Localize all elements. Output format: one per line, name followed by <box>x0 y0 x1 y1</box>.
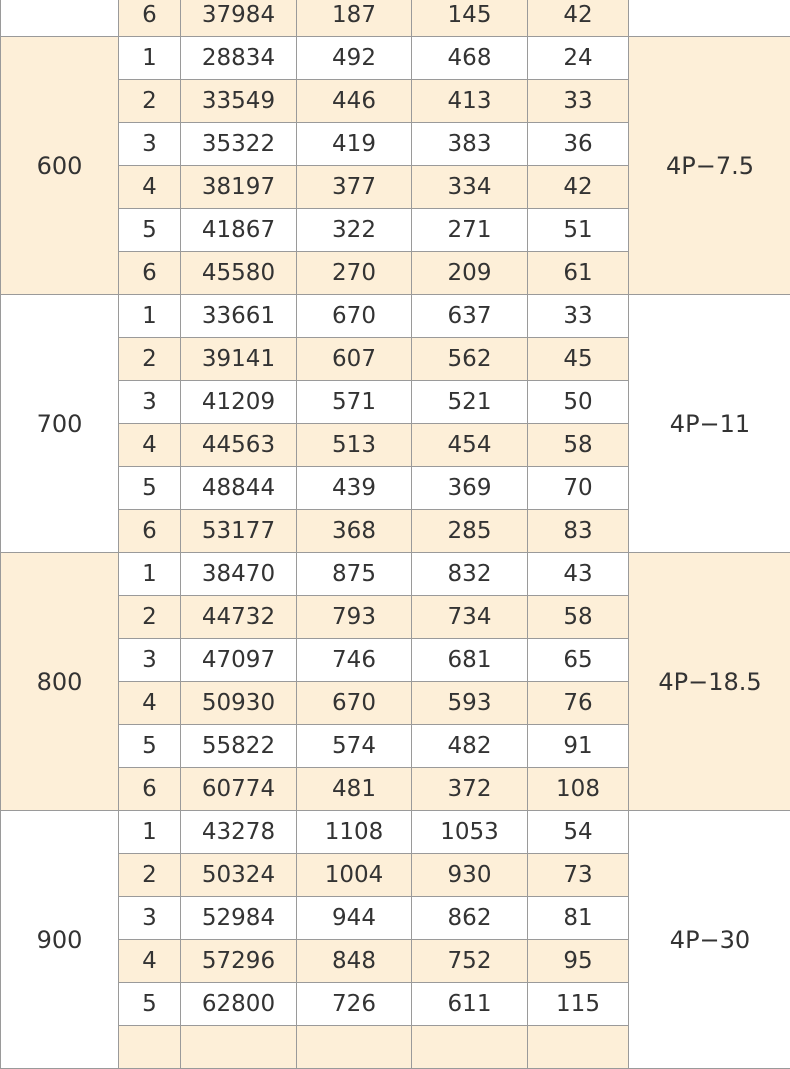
value-cell-3: 413 <box>412 80 528 123</box>
value-cell-4 <box>528 1026 629 1069</box>
value-cell-1: 62800 <box>181 983 297 1026</box>
value-cell-2: 446 <box>297 80 412 123</box>
row-number-cell: 4 <box>119 424 181 467</box>
value-cell-2: 574 <box>297 725 412 768</box>
value-cell-2: 726 <box>297 983 412 1026</box>
value-cell-3: 734 <box>412 596 528 639</box>
value-cell-3: 637 <box>412 295 528 338</box>
value-cell-4: 54 <box>528 811 629 854</box>
row-number-cell: 2 <box>119 596 181 639</box>
model-cell: 4P−18.5 <box>629 553 790 811</box>
size-cell: 600 <box>1 37 119 295</box>
value-cell-4: 36 <box>528 123 629 166</box>
value-cell-4: 58 <box>528 596 629 639</box>
value-cell-4: 42 <box>528 166 629 209</box>
row-number-cell: 5 <box>119 209 181 252</box>
size-cell: 700 <box>1 295 119 553</box>
value-cell-4: 70 <box>528 467 629 510</box>
value-cell-1: 60774 <box>181 768 297 811</box>
value-cell-4: 95 <box>528 940 629 983</box>
value-cell-2: 571 <box>297 381 412 424</box>
value-cell-3: 271 <box>412 209 528 252</box>
value-cell-2: 875 <box>297 553 412 596</box>
value-cell-2: 270 <box>297 252 412 295</box>
value-cell-1: 33549 <box>181 80 297 123</box>
value-cell-3: 468 <box>412 37 528 80</box>
row-number-cell: 5 <box>119 467 181 510</box>
row-number-cell: 1 <box>119 811 181 854</box>
value-cell-2: 368 <box>297 510 412 553</box>
value-cell-1: 50324 <box>181 854 297 897</box>
table-row <box>1 37 790 80</box>
value-cell-2: 1004 <box>297 854 412 897</box>
row-number-cell: 2 <box>119 338 181 381</box>
value-cell-3: 681 <box>412 639 528 682</box>
value-cell-2: 419 <box>297 123 412 166</box>
row-number-cell: 1 <box>119 553 181 596</box>
value-cell-1: 47097 <box>181 639 297 682</box>
row-number-cell: 3 <box>119 381 181 424</box>
value-cell-4: 43 <box>528 553 629 596</box>
row-number-cell: 2 <box>119 80 181 123</box>
value-cell-1: 37984 <box>181 0 297 37</box>
value-cell-1: 39141 <box>181 338 297 381</box>
value-cell-2: 746 <box>297 639 412 682</box>
value-cell-2: 377 <box>297 166 412 209</box>
value-cell-2: 607 <box>297 338 412 381</box>
value-cell-4: 58 <box>528 424 629 467</box>
value-cell-4: 51 <box>528 209 629 252</box>
value-cell-3: 454 <box>412 424 528 467</box>
model-cell <box>629 0 790 37</box>
value-cell-4: 50 <box>528 381 629 424</box>
value-cell-3: 752 <box>412 940 528 983</box>
value-cell-1: 38470 <box>181 553 297 596</box>
value-cell-4: 76 <box>528 682 629 725</box>
value-cell-2: 439 <box>297 467 412 510</box>
value-cell-4: 61 <box>528 252 629 295</box>
value-cell-2: 513 <box>297 424 412 467</box>
value-cell-1: 43278 <box>181 811 297 854</box>
value-cell-3: 611 <box>412 983 528 1026</box>
value-cell-1: 50930 <box>181 682 297 725</box>
value-cell-2: 1108 <box>297 811 412 854</box>
value-cell-1: 35322 <box>181 123 297 166</box>
value-cell-4: 73 <box>528 854 629 897</box>
value-cell-1: 33661 <box>181 295 297 338</box>
row-number-cell: 3 <box>119 639 181 682</box>
value-cell-1: 44732 <box>181 596 297 639</box>
row-number-cell: 6 <box>119 0 181 37</box>
value-cell-1: 53177 <box>181 510 297 553</box>
value-cell-1: 45580 <box>181 252 297 295</box>
row-number-cell: 4 <box>119 940 181 983</box>
row-number-cell: 4 <box>119 682 181 725</box>
value-cell-3: 372 <box>412 768 528 811</box>
value-cell-2 <box>297 1026 412 1069</box>
row-number-cell: 6 <box>119 768 181 811</box>
row-number-cell: 4 <box>119 166 181 209</box>
row-number-cell: 6 <box>119 252 181 295</box>
model-cell: 4P−30 <box>629 811 790 1069</box>
value-cell-4: 65 <box>528 639 629 682</box>
value-cell-3: 145 <box>412 0 528 37</box>
value-cell-3: 930 <box>412 854 528 897</box>
value-cell-2: 481 <box>297 768 412 811</box>
value-cell-1: 41209 <box>181 381 297 424</box>
value-cell-2: 944 <box>297 897 412 940</box>
value-cell-1: 44563 <box>181 424 297 467</box>
value-cell-3: 832 <box>412 553 528 596</box>
value-cell-2: 670 <box>297 682 412 725</box>
size-cell: 900 <box>1 811 119 1069</box>
value-cell-1: 38197 <box>181 166 297 209</box>
value-cell-2: 187 <box>297 0 412 37</box>
table-row <box>1 295 790 338</box>
model-cell: 4P−11 <box>629 295 790 553</box>
table-row <box>1 553 790 596</box>
value-cell-4: 83 <box>528 510 629 553</box>
value-cell-3: 209 <box>412 252 528 295</box>
value-cell-3 <box>412 1026 528 1069</box>
row-number-cell: 5 <box>119 725 181 768</box>
value-cell-4: 81 <box>528 897 629 940</box>
value-cell-4: 24 <box>528 37 629 80</box>
value-cell-3: 334 <box>412 166 528 209</box>
size-cell: 800 <box>1 553 119 811</box>
value-cell-2: 670 <box>297 295 412 338</box>
value-cell-3: 593 <box>412 682 528 725</box>
value-cell-2: 848 <box>297 940 412 983</box>
value-cell-3: 862 <box>412 897 528 940</box>
value-cell-3: 285 <box>412 510 528 553</box>
row-number-cell: 1 <box>119 37 181 80</box>
row-number-cell <box>119 1026 181 1069</box>
value-cell-4: 33 <box>528 295 629 338</box>
value-cell-2: 322 <box>297 209 412 252</box>
value-cell-1: 48844 <box>181 467 297 510</box>
row-number-cell: 6 <box>119 510 181 553</box>
row-number-cell: 1 <box>119 295 181 338</box>
value-cell-3: 482 <box>412 725 528 768</box>
value-cell-1: 52984 <box>181 897 297 940</box>
table-row <box>1 0 790 37</box>
value-cell-4: 45 <box>528 338 629 381</box>
value-cell-1: 55822 <box>181 725 297 768</box>
size-cell <box>1 0 119 37</box>
table-row <box>1 811 790 854</box>
value-cell-4: 33 <box>528 80 629 123</box>
value-cell-1 <box>181 1026 297 1069</box>
value-cell-2: 492 <box>297 37 412 80</box>
row-number-cell: 3 <box>119 123 181 166</box>
row-number-cell: 2 <box>119 854 181 897</box>
value-cell-3: 369 <box>412 467 528 510</box>
value-cell-4: 115 <box>528 983 629 1026</box>
row-number-cell: 5 <box>119 983 181 1026</box>
value-cell-4: 91 <box>528 725 629 768</box>
value-cell-1: 41867 <box>181 209 297 252</box>
value-cell-3: 562 <box>412 338 528 381</box>
value-cell-1: 28834 <box>181 37 297 80</box>
value-cell-2: 793 <box>297 596 412 639</box>
value-cell-3: 521 <box>412 381 528 424</box>
value-cell-1: 57296 <box>181 940 297 983</box>
value-cell-3: 1053 <box>412 811 528 854</box>
model-cell: 4P−7.5 <box>629 37 790 295</box>
value-cell-4: 108 <box>528 768 629 811</box>
row-number-cell: 3 <box>119 897 181 940</box>
value-cell-4: 42 <box>528 0 629 37</box>
value-cell-3: 383 <box>412 123 528 166</box>
